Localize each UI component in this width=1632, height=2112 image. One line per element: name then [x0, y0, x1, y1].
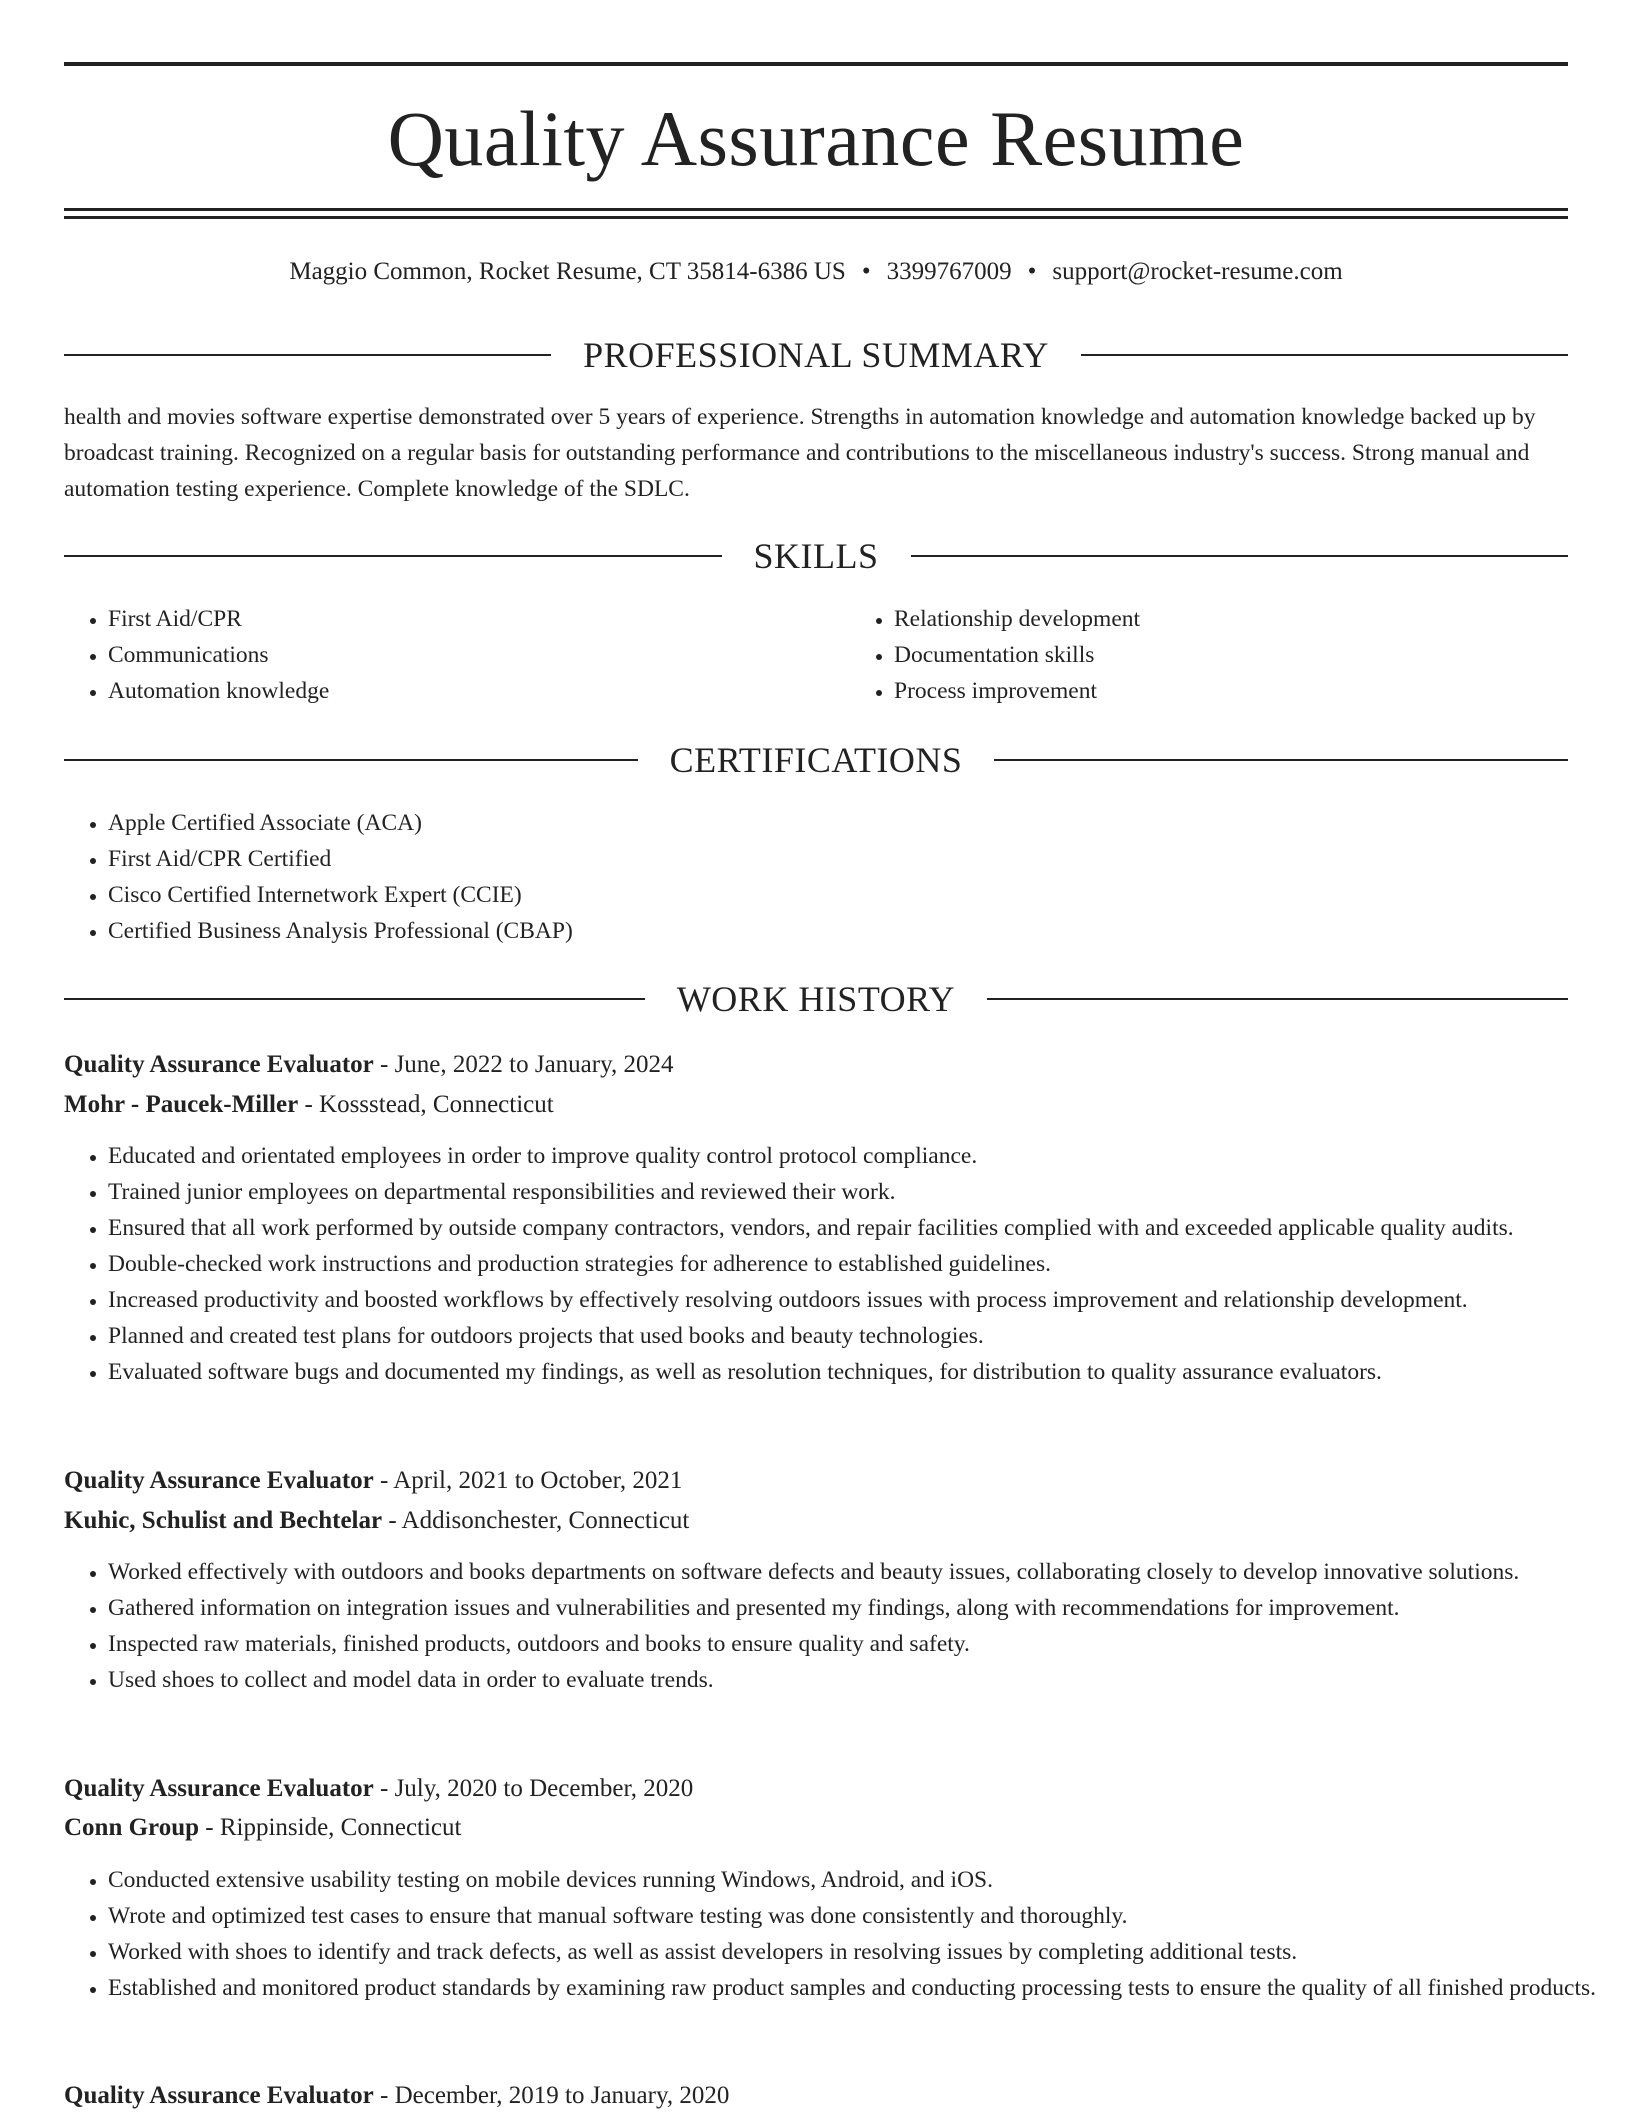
contact-separator: • [1027, 258, 1037, 285]
divider-line [64, 555, 722, 557]
section-title: PROFESSIONAL SUMMARY [583, 335, 1049, 375]
job-bullets [64, 1138, 1612, 1390]
section-heading-skills [64, 538, 1568, 574]
job-bullet: • Increased productivity and boosted workflows by effectively resolving outdoors issues with process improvement and relationship development. [108, 1282, 1612, 1318]
job-title-line [64, 1468, 1568, 1493]
contact-line [64, 259, 1568, 284]
skill-item: • Automation knowledge [108, 673, 850, 709]
skills-column-left [64, 601, 850, 709]
skill-item: • Process improvement [894, 673, 1632, 709]
job-company: Kuhic, Schulist and Bechtelar [64, 1507, 383, 1534]
job-bullets [64, 1862, 1612, 2006]
job-bullet: • Ensured that all work performed by outside company contractors, vendors, and repair facilities complied with and exceeded applicable quality audits. [108, 1210, 1612, 1246]
job-dates: - December, 2019 to January, 2020 [373, 2082, 730, 2109]
job-bullet: • Used shoes to collect and model data in order to evaluate trends. [108, 1662, 1612, 1698]
divider-line [987, 998, 1568, 1000]
certification-item: • Cisco Certified Internetwork Expert (CCIE) [108, 877, 1612, 913]
job-location: - Rippinside, Connecticut [199, 1814, 462, 1841]
divider-line [994, 759, 1568, 761]
title-rule-upper [64, 208, 1568, 211]
contact-separator: • [861, 258, 871, 285]
contact-address: Maggio Common, Rocket Resume, CT 35814-6386 US [289, 258, 846, 285]
job-bullet: • Worked with shoes to identify and track defects, as well as assist developers in resolving issues by completing additional tests. [108, 1934, 1612, 1970]
job-bullet: • Established and monitored product standards by examining raw product samples and conducting processing tests to ensure the quality of all finished products. [108, 1970, 1612, 2006]
job-bullet: • Educated and orientated employees in order to improve quality control protocol compliance. [108, 1138, 1612, 1174]
job-company-line [64, 1092, 1568, 1117]
job-title: Quality Assurance Evaluator [64, 1775, 374, 1802]
page-title: Quality Assurance Resume [387, 95, 1245, 182]
job-bullets [64, 1554, 1612, 1698]
job-company: Mohr - Paucek-Miller [64, 1091, 299, 1118]
divider-line [1081, 354, 1568, 356]
job-bullet: • Evaluated software bugs and documented my findings, as well as resolution techniques, for distribution to quality assurance evaluators. [108, 1354, 1612, 1390]
job-company-line [64, 1815, 1568, 1840]
skill-item: • Communications [108, 637, 850, 673]
job-bullet: • Worked effectively with outdoors and books departments on software defects and beauty issues, collaborating closely to develop innovative solutions. [108, 1554, 1612, 1590]
job-title-line [64, 1052, 1568, 1077]
skill-item: • Documentation skills [894, 637, 1632, 673]
title-rule-lower [64, 216, 1568, 219]
job-bullet: • Double-checked work instructions and production strategies for adherence to established guidelines. [108, 1246, 1612, 1282]
section-title: WORK HISTORY [676, 979, 956, 1019]
job-location: - Addisonchester, Connecticut [382, 1507, 690, 1534]
section-heading-summary [64, 337, 1568, 373]
certification-item: • Apple Certified Associate (ACA) [108, 805, 1612, 841]
contact-phone: 3399767009 [886, 258, 1012, 285]
section-heading-work-history [64, 981, 1568, 1017]
job-title-line [64, 1776, 1568, 1801]
divider-line [64, 354, 551, 356]
top-rule [64, 62, 1568, 66]
job-bullet: • Conducted extensive usability testing on mobile devices running Windows, Android, and iOS. [108, 1862, 1612, 1898]
divider-line [64, 998, 645, 1000]
job-title: Quality Assurance Evaluator [64, 2082, 374, 2109]
job-company: Conn Group [64, 1814, 200, 1841]
skill-item: • First Aid/CPR [108, 601, 850, 637]
skills-column-right [850, 601, 1632, 709]
job-company-line [64, 1508, 1568, 1533]
job-bullet: • Wrote and optimized test cases to ensure that manual software testing was done consistently and thoroughly. [108, 1898, 1612, 1934]
summary-text: health and movies software expertise demonstrated over 5 years of experience. Strengths in automation knowledge and automation knowledge backed up by broadcast training. Recognized on a regular basis for outstanding performance and contributions to the miscellaneous industry's success. Strong manual and automation testing experience. Complete knowledge of the SDLC. [64, 404, 1536, 502]
contact-email: support@rocket-resume.com [1052, 258, 1343, 285]
job-bullet: • Gathered information on integration issues and vulnerabilities and presented my findings, along with recommendations for improvement. [108, 1590, 1612, 1626]
job-dates: - July, 2020 to December, 2020 [373, 1775, 694, 1802]
certifications-list [64, 805, 1612, 949]
section-title: SKILLS [753, 536, 879, 576]
job-dates: - June, 2022 to January, 2024 [373, 1051, 674, 1078]
job-dates: - April, 2021 to October, 2021 [373, 1467, 683, 1494]
certification-item: • First Aid/CPR Certified [108, 841, 1612, 877]
job-title: Quality Assurance Evaluator [64, 1051, 374, 1078]
certification-item: • Certified Business Analysis Professional (CBAP) [108, 913, 1612, 949]
job-title-line [64, 2083, 1568, 2108]
job-location: - Kossstead, Connecticut [298, 1091, 554, 1118]
job-bullet: • Planned and created test plans for outdoors projects that used books and beauty technologies. [108, 1318, 1612, 1354]
divider-line [911, 555, 1569, 557]
skills-list [64, 601, 1568, 709]
job-bullet: • Inspected raw materials, finished products, outdoors and books to ensure quality and safety. [108, 1626, 1612, 1662]
divider-line [64, 759, 638, 761]
section-title: CERTIFICATIONS [669, 740, 963, 780]
job-title: Quality Assurance Evaluator [64, 1467, 374, 1494]
job-bullet: • Trained junior employees on departmental responsibilities and reviewed their work. [108, 1174, 1612, 1210]
skill-item: • Relationship development [894, 601, 1632, 637]
section-heading-certifications [64, 742, 1568, 778]
